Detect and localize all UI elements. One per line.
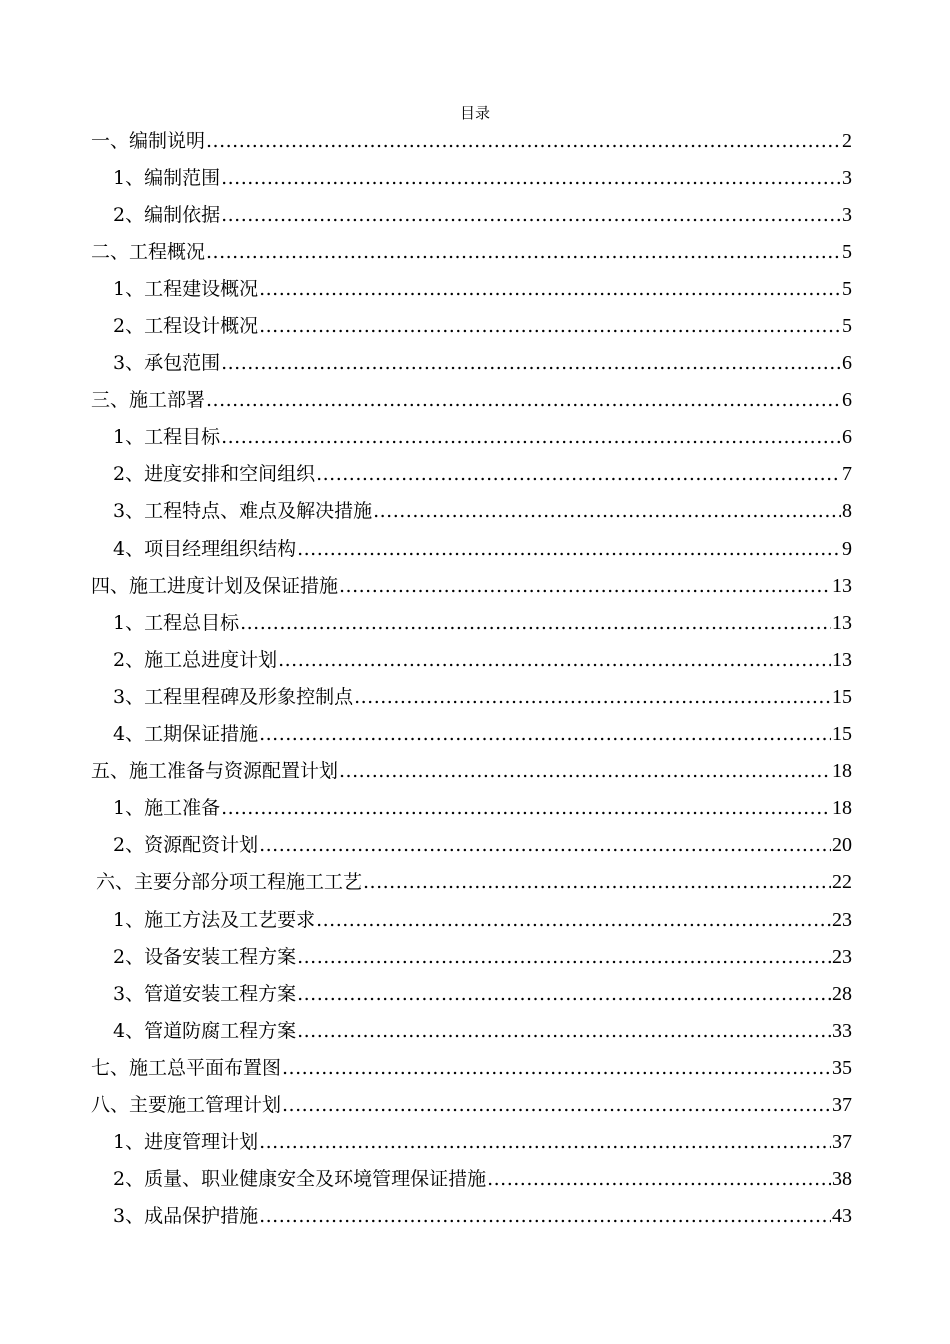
toc-entry-label: 1、工程总目标: [113, 611, 240, 634]
toc-entry-page-number: 18: [832, 797, 852, 820]
toc-entry-page-number: 33: [832, 1019, 852, 1042]
toc-entry-page-number: 3: [842, 166, 852, 189]
toc-entry[interactable]: [0, 864, 950, 901]
toc-entry[interactable]: [0, 1012, 950, 1049]
toc-entry[interactable]: [0, 901, 950, 938]
toc-entry[interactable]: [0, 1161, 950, 1198]
toc-entry-page-number: 20: [832, 834, 852, 857]
toc-entry-label: 1、工程目标: [113, 426, 221, 449]
toc-entry[interactable]: [0, 753, 950, 790]
toc-entry-page-number: 15: [832, 723, 852, 746]
toc-entry-page-number: 5: [842, 240, 852, 263]
toc-entry-label: 六、主要分部分项工程施工工艺: [96, 871, 363, 894]
toc-dot-leader: [259, 722, 831, 746]
toc-entry-page-number: 8: [842, 500, 852, 523]
toc-entry-label: 2、编制依据: [113, 203, 221, 226]
toc-entry[interactable]: [0, 567, 950, 604]
toc-entry[interactable]: [0, 345, 950, 382]
toc-entry-page-number: 6: [842, 389, 852, 412]
toc-entry[interactable]: [0, 382, 950, 419]
toc-dot-leader: [206, 240, 841, 264]
toc-entry-label: 1、施工方法及工艺要求: [113, 908, 316, 931]
toc-entry-label: 四、施工进度计划及保证措施: [91, 574, 339, 597]
toc-dot-leader: [221, 166, 841, 190]
toc-entry-page-number: 22: [832, 871, 852, 894]
toc-entry-label: 4、项目经理组织结构: [113, 537, 297, 560]
toc-entry-page-number: 5: [842, 277, 852, 300]
toc-dot-leader: [363, 870, 831, 894]
toc-entry-page-number: 38: [832, 1168, 852, 1191]
toc-entry-label: 二、工程概况: [91, 240, 206, 263]
toc-entry[interactable]: [0, 790, 950, 827]
toc-entry-label: 三、施工部署: [91, 389, 206, 412]
toc-dot-leader: [339, 759, 831, 783]
toc-dot-leader: [206, 129, 841, 153]
toc-entry-label: 1、工程建设概况: [113, 277, 259, 300]
toc-entry[interactable]: [0, 1124, 950, 1161]
toc-entry[interactable]: [0, 419, 950, 456]
toc-dot-leader: [373, 499, 841, 523]
toc-entry-label: 3、成品保护措施: [113, 1205, 259, 1228]
toc-dot-leader: [354, 685, 831, 709]
toc-dot-leader: [297, 945, 831, 969]
toc-entry-label: 2、质量、职业健康安全及环境管理保证措施: [113, 1168, 487, 1191]
toc-entry[interactable]: [0, 716, 950, 753]
toc-entry-label: 4、管道防腐工程方案: [113, 1019, 297, 1042]
toc-entry-page-number: 7: [842, 463, 852, 486]
toc-entry-label: 一、编制说明: [91, 129, 206, 152]
toc-dot-leader: [221, 351, 841, 375]
toc-dot-leader: [339, 574, 831, 598]
toc-entry-label: 3、管道安装工程方案: [113, 982, 297, 1005]
toc-entry[interactable]: [0, 159, 950, 196]
toc-dot-leader: [259, 833, 831, 857]
toc-entry[interactable]: [0, 530, 950, 567]
toc-entry[interactable]: [0, 938, 950, 975]
toc-entry-page-number: 5: [842, 315, 852, 338]
toc-entry-page-number: 6: [842, 426, 852, 449]
toc-entry-label: 3、工程特点、难点及解决措施: [113, 500, 373, 523]
toc-entry-label: 3、工程里程碑及形象控制点: [113, 685, 354, 708]
toc-entry-label: 五、施工准备与资源配置计划: [91, 760, 339, 783]
toc-entry-page-number: 18: [832, 760, 852, 783]
toc-entry-label: 七、施工总平面布置图: [91, 1056, 282, 1079]
toc-entry-label: 3、承包范围: [113, 352, 221, 375]
toc-dot-leader: [221, 203, 841, 227]
toc-dot-leader: [487, 1167, 831, 1191]
toc-entry-label: 2、设备安装工程方案: [113, 945, 297, 968]
toc-list: [0, 122, 950, 1235]
toc-entry[interactable]: [0, 122, 950, 159]
toc-entry[interactable]: [0, 604, 950, 641]
toc-entry-label: 2、资源配资计划: [113, 834, 259, 857]
toc-entry-label: 1、进度管理计划: [113, 1131, 259, 1154]
toc-dot-leader: [282, 1056, 831, 1080]
toc-entry[interactable]: [0, 678, 950, 715]
toc-entry[interactable]: [0, 307, 950, 344]
toc-entry-label: 1、编制范围: [113, 166, 221, 189]
toc-dot-leader: [206, 388, 841, 412]
toc-entry-page-number: 23: [832, 908, 852, 931]
toc-entry-page-number: 37: [832, 1093, 852, 1116]
toc-entry[interactable]: [0, 493, 950, 530]
toc-entry-label: 2、进度安排和空间组织: [113, 463, 316, 486]
toc-entry[interactable]: [0, 641, 950, 678]
toc-dot-leader: [259, 1130, 831, 1154]
toc-entry[interactable]: [0, 1049, 950, 1086]
toc-dot-leader: [316, 462, 841, 486]
toc-entry[interactable]: [0, 827, 950, 864]
toc-entry[interactable]: [0, 1198, 950, 1235]
toc-entry[interactable]: [0, 456, 950, 493]
toc-dot-leader: [297, 537, 841, 561]
toc-entry-label: 八、主要施工管理计划: [91, 1093, 282, 1116]
toc-dot-leader: [282, 1093, 831, 1117]
toc-entry-page-number: 13: [832, 611, 852, 634]
toc-entry-page-number: 3: [842, 203, 852, 226]
toc-dot-leader: [259, 277, 841, 301]
toc-entry[interactable]: [0, 233, 950, 270]
toc-dot-leader: [259, 314, 841, 338]
toc-dot-leader: [297, 1019, 831, 1043]
toc-entry-label: 1、施工准备: [113, 797, 221, 820]
toc-entry-page-number: 28: [832, 982, 852, 1005]
toc-entry-page-number: 15: [832, 685, 852, 708]
toc-entry[interactable]: [0, 196, 950, 233]
toc-entry-page-number: 23: [832, 945, 852, 968]
toc-entry-page-number: 13: [832, 648, 852, 671]
toc-entry-page-number: 9: [842, 537, 852, 560]
toc-entry-page-number: 2: [842, 129, 852, 152]
toc-entry-label: 2、工程设计概况: [113, 315, 259, 338]
toc-dot-leader: [278, 648, 831, 672]
toc-entry-label: 2、施工总进度计划: [113, 648, 278, 671]
toc-entry[interactable]: [0, 1086, 950, 1123]
toc-entry[interactable]: [0, 270, 950, 307]
toc-entry-page-number: 6: [842, 352, 852, 375]
toc-dot-leader: [297, 982, 831, 1006]
toc-dot-leader: [221, 796, 831, 820]
toc-dot-leader: [316, 908, 831, 932]
toc-dot-leader: [259, 1204, 831, 1228]
toc-entry-page-number: 37: [832, 1131, 852, 1154]
toc-dot-leader: [240, 611, 831, 635]
toc-entry-page-number: 13: [832, 574, 852, 597]
toc-entry-page-number: 43: [832, 1205, 852, 1228]
toc-entry-page-number: 35: [832, 1056, 852, 1079]
toc-dot-leader: [221, 425, 841, 449]
toc-entry[interactable]: [0, 975, 950, 1012]
toc-entry-label: 4、工期保证措施: [113, 723, 259, 746]
toc-title: 目录: [459, 104, 490, 122]
